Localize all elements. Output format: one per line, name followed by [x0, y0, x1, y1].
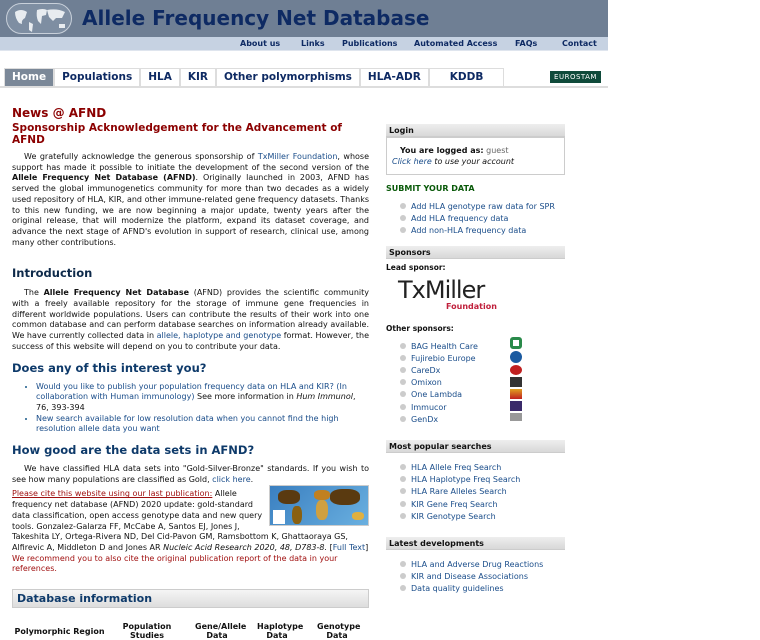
- news-text: [12, 152, 369, 248]
- column-header: Gene/Allele Data: [195, 622, 247, 640]
- text: We have classified HLA data sets into "Gold-Silver-Bronze" standards. If you wish to see how many populations are classified as Gold,: [12, 464, 369, 484]
- column-header: Polymorphic Region: [14, 626, 105, 636]
- text: , 76, 393-394: [36, 392, 356, 412]
- sponsor-list: [400, 341, 565, 426]
- nav-links[interactable]: Links: [301, 39, 325, 48]
- quality-text: [12, 464, 369, 485]
- search-link[interactable]: KIR Gene Freq Search: [411, 499, 498, 509]
- sponsor-link[interactable]: Immucor: [411, 402, 447, 412]
- text: format. However, the success of this website will depend on you to contribute your data.: [12, 331, 370, 351]
- interest-title: Does any of this interest you?: [12, 360, 207, 375]
- submit-link[interactable]: Add HLA genotype raw data for SPR: [411, 202, 555, 211]
- search-link[interactable]: HLA Allele Freq Search: [411, 463, 502, 473]
- submit-link[interactable]: Add non-HLA frequency data: [411, 226, 527, 236]
- text: Hum Immunol: [296, 392, 353, 402]
- nav-publications[interactable]: Publications: [342, 39, 398, 48]
- nav-faqs[interactable]: FAQs: [515, 39, 538, 48]
- popular-searches-header: Most popular searches: [386, 440, 565, 453]
- text: See more information in: [194, 392, 297, 402]
- sponsors-header: Sponsors: [386, 246, 565, 259]
- top-nav: [0, 37, 608, 51]
- tab-home[interactable]: Home: [4, 68, 54, 86]
- sponsor-link[interactable]: GenDx: [411, 414, 439, 424]
- submit-link[interactable]: Add HLA frequency data: [411, 214, 509, 224]
- development-link[interactable]: KIR and Disease Associations: [411, 572, 529, 582]
- intro-text: [12, 288, 369, 352]
- quality-title: How good are the data sets in AFND?: [12, 443, 255, 458]
- world-map-logo[interactable]: [6, 3, 72, 34]
- submit-data-title: SUBMIT YOUR DATA: [386, 184, 475, 193]
- submit-list: [400, 201, 565, 238]
- news-title: News @ AFND: [12, 106, 107, 120]
- main-content: [12, 106, 369, 640]
- gold-populations-map[interactable]: [269, 485, 369, 526]
- development-link[interactable]: HLA and Adverse Drug Reactions: [411, 560, 544, 570]
- search-link[interactable]: HLA Rare Alleles Search: [411, 487, 507, 497]
- nav-contact[interactable]: Contact: [562, 39, 597, 48]
- column-header: Population Studies: [122, 622, 172, 640]
- database-info-columns: [12, 622, 369, 640]
- text: Allele Frequency Net Database (AFND): [12, 173, 196, 183]
- news-subtitle: Sponsorship Acknowledgement for the Advancement of AFND: [12, 122, 342, 146]
- tab-hla-adr[interactable]: HLA-ADR: [360, 68, 429, 86]
- column-header: Genotype Data: [317, 622, 361, 640]
- latest-developments-header: Latest developments: [386, 537, 565, 550]
- data-formats-link[interactable]: allele, haplotype and genotype: [156, 331, 282, 341]
- development-link[interactable]: Data quality guidelines: [411, 584, 504, 594]
- username: guest: [486, 146, 509, 155]
- intro-title: Introduction: [12, 266, 93, 281]
- text: . Originally launched in 2003, AFND has served the global immunogenetics community for more than two decades as a widely used repository of HLA, KIR, and other immune-related gene frequency datasets. Thanks to this new funding, we are now beginning a major update, twenty years after the original release, that will modernize the platform, expand its dataset coverage, and advance the next stage of AFND's evolution in support of research, clinical use, among many other contributions.: [12, 173, 369, 247]
- site-header: [0, 0, 608, 37]
- nav-about-us[interactable]: About us: [240, 39, 281, 48]
- login-link[interactable]: Click here: [392, 156, 432, 166]
- text: TxMiller: [398, 275, 485, 304]
- search-link[interactable]: KIR Genotype Search: [411, 511, 496, 521]
- interest-list: [36, 382, 369, 436]
- text: , whose support has made it possible to initiate the development of the second version of the: [12, 152, 369, 172]
- login-header: Login: [386, 124, 565, 137]
- sponsor-link[interactable]: Omixon: [411, 378, 442, 388]
- tab-populations[interactable]: Populations: [54, 68, 140, 86]
- gold-click-here-link[interactable]: click here: [212, 474, 251, 484]
- list-item: [36, 414, 369, 435]
- publish-link[interactable]: Would you like to publish your population frequency data on HLA and KIR? (In collaboration with Human immunology): [36, 381, 347, 402]
- popular-list: [400, 462, 565, 523]
- low-res-search-link[interactable]: New search available for low resolution data when you cannot find the high resolution allele data you want: [36, 413, 339, 434]
- sponsor-link[interactable]: One Lambda: [411, 390, 463, 400]
- latest-list: [400, 559, 565, 596]
- sponsor-link[interactable]: CareDx: [411, 366, 441, 376]
- tab-hla[interactable]: HLA: [140, 68, 180, 86]
- recommend-text: We recommend you to also cite the original publication report of the data in your references.: [12, 553, 338, 574]
- sponsor-logos: [510, 337, 522, 421]
- other-sponsors-label: Other sponsors:: [386, 323, 454, 333]
- text: The: [24, 288, 44, 298]
- lead-sponsor-label: Lead sponsor:: [386, 262, 446, 272]
- sponsor-link[interactable]: BAG Health Care: [411, 341, 478, 351]
- divider: [0, 86, 608, 88]
- main-tabs: [4, 68, 504, 86]
- sponsor-link[interactable]: Fujirebio Europe: [411, 353, 476, 363]
- text: You are logged as:: [400, 146, 484, 155]
- full-text-link[interactable]: Full Text: [332, 542, 366, 552]
- txmiller-logo[interactable]: [398, 275, 565, 318]
- login-box: [386, 137, 565, 175]
- tab-kddb[interactable]: KDDB: [429, 68, 505, 86]
- text: Nucleic Acid Research 2020, 48, D783-8.: [163, 542, 328, 552]
- nav-automated-access[interactable]: Automated Access: [414, 39, 498, 48]
- site-title: Allele Frequency Net Database: [82, 6, 430, 30]
- tab-kir[interactable]: KIR: [180, 68, 216, 86]
- search-link[interactable]: HLA Haplotype Freq Search: [411, 475, 521, 485]
- list-item: [36, 382, 369, 414]
- sidebar: [386, 124, 565, 596]
- text: We gratefully acknowledge the generous sponsorship of: [24, 152, 258, 161]
- database-information-header: Database information: [12, 589, 369, 608]
- column-header: Haplotype Data: [257, 622, 304, 640]
- tab-other-polymorphisms[interactable]: Other polymorphisms: [216, 68, 360, 86]
- txmiller-link[interactable]: TxMiller Foundation: [257, 152, 338, 161]
- citation: Please cite this website using our last publication: Allele frequency net database (AFND) 2020 update: gold-standard data classification, open access genotype data and new query tools. Gonzalez-Galarza FF, McCabe A, Santos EJ, Jones J, Takeshita LY, Ortega-Rivera ND, Del Cid-Pavon GM, Ramsbottom K, Ghattaoraya GS, Alfirevic A, Middleton D and Jones AR Nucleic Acid Research 2020, 48, D783-8. [Full Text] We recommend you to also cite the original publication report of the data in your references.: [12, 489, 369, 574]
- text: Foundation: [446, 301, 497, 311]
- text: Allele frequency net database (AFND) 2020 update: gold-standard data classification, open access genotype data and new query tools. Gonzalez-Galarza FF, McCabe A, Santos EJ, Jones J, Takeshita LY, Ortega-Rivera ND, Del Cid-Pavon GM, Ramsbottom K, Ghattaoraya GS, Alfirevic A, Middleton D and Jones AR: [12, 489, 348, 552]
- eurostam-logo[interactable]: EUROSTAM: [550, 71, 601, 83]
- text: Allele Frequency Net Database: [43, 288, 190, 298]
- text: .: [250, 474, 254, 484]
- text: (AFND) provides the scientific community with a freely available repository for the storage of immune gene frequencies in different worldwide populations. Users can contribute the results of their work into one common database and can perform database searches on information already available. We have currently collected data in: [12, 288, 369, 341]
- cite-publication-link[interactable]: Please cite this website using our last publication:: [12, 489, 213, 499]
- text: to use your account: [431, 156, 515, 166]
